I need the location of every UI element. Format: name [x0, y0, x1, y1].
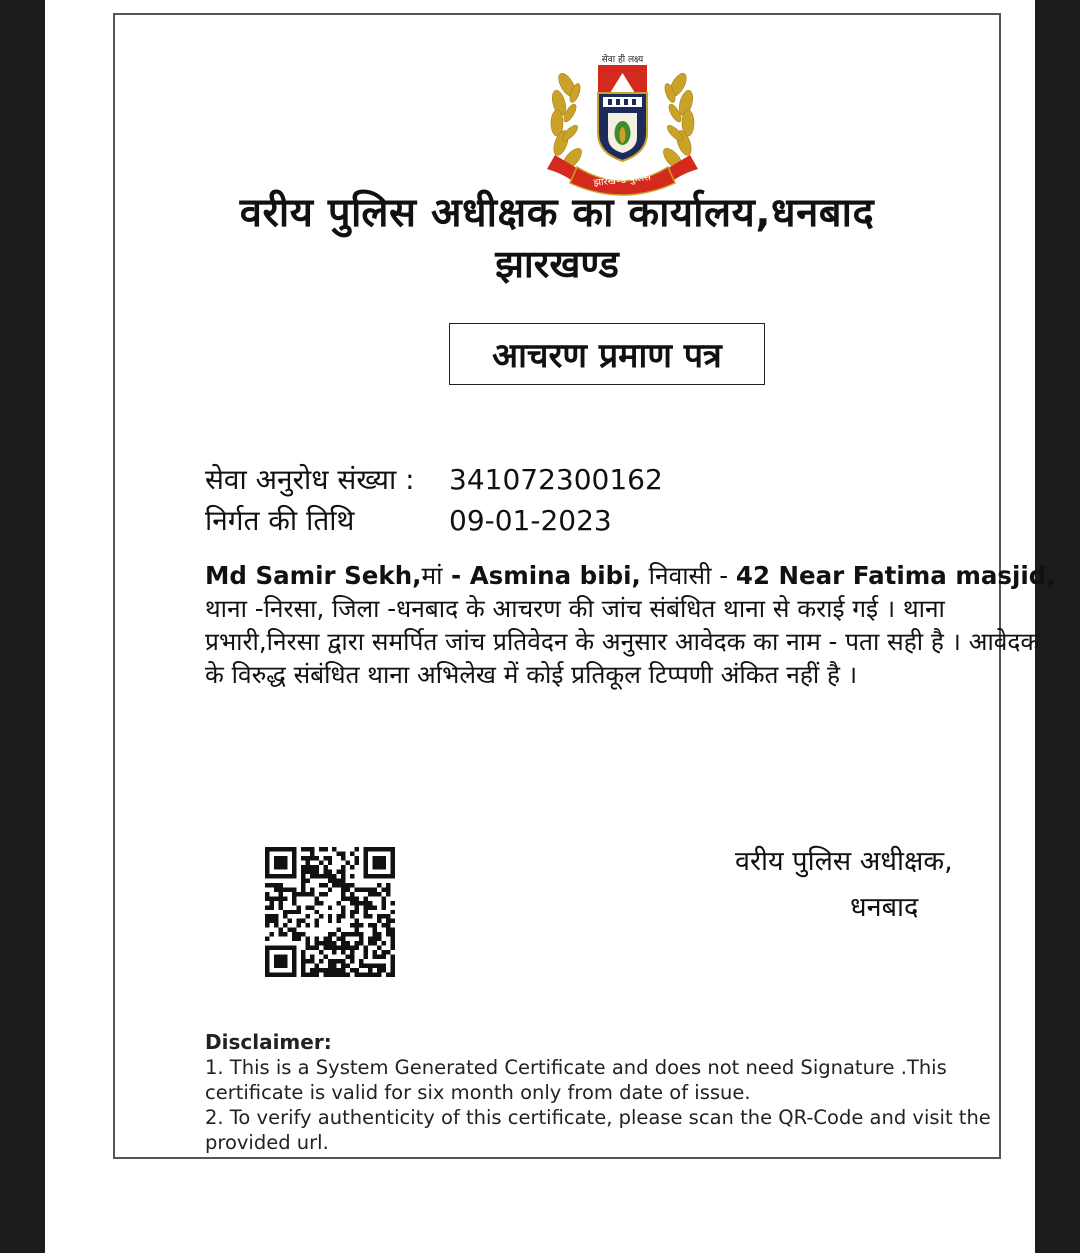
- applicant-address: 42 Near Fatima masjid,: [735, 561, 1056, 590]
- verification-qr-code[interactable]: [265, 847, 395, 977]
- request-number-value: 341072300162: [449, 463, 663, 496]
- emblem-banner-text: झारखण्ड पुलिस: [593, 172, 652, 189]
- emblem-motto: सेवा ही लक्ष्य: [601, 55, 644, 65]
- disclaimer-item-2: 2. To verify authenticity of this certificate, please scan the QR-Code and visit the provided url.: [205, 1106, 991, 1154]
- disclaimer: [205, 1030, 1005, 1155]
- disclaimer-heading: Disclaimer:: [205, 1030, 332, 1054]
- jharkhand-police-emblem: [515, 45, 730, 200]
- mother-label: मां: [421, 561, 443, 590]
- verification-statement: थाना -निरसा, जिला -धनबाद के आचरण की जांच संबंधित थाना से कराई गई । थाना प्रभारी,निरसा द्वारा समर्पित जांच प्रतिवेदन के अनुसार आवेदक का नाम - पता सही है । आवेदक के विरुद्ध संबंधित थाना अभिलेख में कोई प्रतिकूल टिप्पणी अंकित नहीं है ।: [205, 594, 1040, 689]
- office-title: वरीय पुलिस अधीक्षक का कार्यालय,धनबाद: [239, 190, 875, 236]
- certificate-border: [113, 13, 1056, 1159]
- certificate-body: [205, 559, 1065, 691]
- certificate-page: [45, 0, 1056, 1253]
- signatory-title: वरीय पुलिस अधीक्षक,: [735, 846, 953, 877]
- signatory-place: धनबाद: [850, 892, 919, 923]
- issue-date-value: 09-01-2023: [449, 504, 612, 537]
- issue-date-label: निर्गत की तिथि: [205, 504, 355, 537]
- certificate-title: [449, 323, 765, 385]
- office-state: झारखण्ड: [495, 242, 619, 286]
- certificate-title-text: आचरण प्रमाण पत्र: [492, 336, 722, 376]
- request-number-row: [205, 460, 663, 498]
- disclaimer-item-1: 1. This is a System Generated Certificate and does not need Signature .This certificate is valid for six month only from date of issue.: [205, 1056, 947, 1104]
- mother-name: - Asmina bibi,: [442, 561, 641, 590]
- resident-label: निवासी -: [640, 561, 736, 590]
- issue-date-row: [205, 501, 612, 539]
- request-number-label: सेवा अनुरोध संख्या :: [205, 463, 415, 496]
- applicant-name: Md Samir Sekh,: [205, 561, 422, 590]
